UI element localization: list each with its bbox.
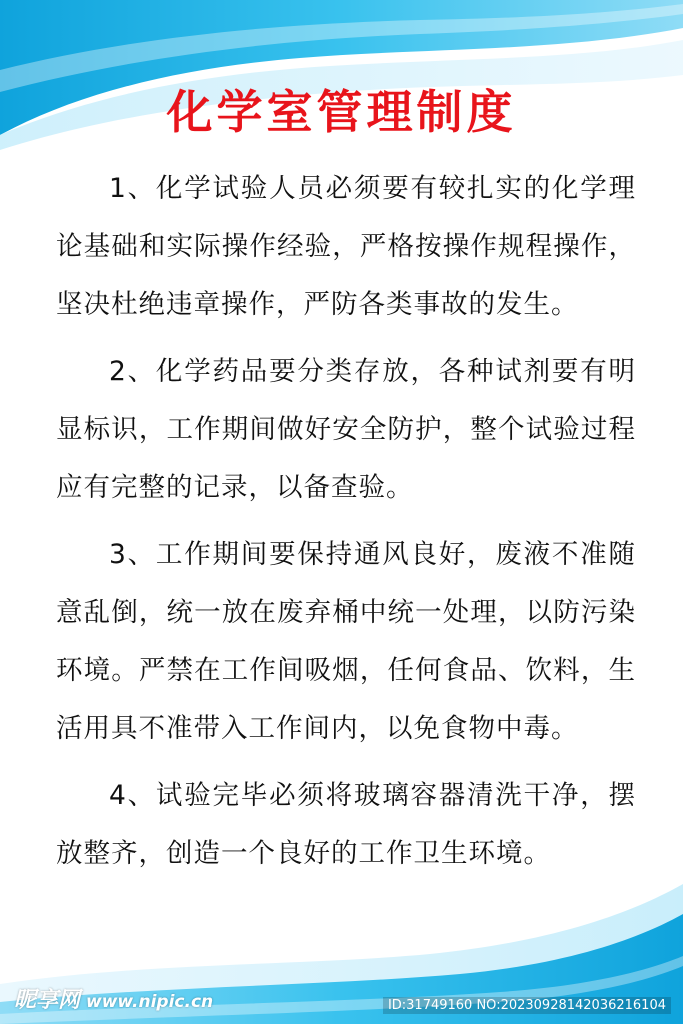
rule-item-2: 2、化学药品要分类存放，各种试剂要有明显标识，工作期间做好安全防护，整个试验过程应有完整的记录，以备查验。 [56, 356, 636, 503]
rule-item-1: 1、化学试验人员必须要有较扎实的化学理论基础和实际操作经验，严格按操作规程操作，坚决杜绝违章操作，严防各类事故的发生。 [56, 173, 636, 320]
poster-title: 化学室管理制度 [166, 85, 517, 139]
rule-item-3: 3、工作期间要保持通风良好，废液不准随意乱倒，统一放在废弃桶中统一处理，以防污染环境。严禁在工作间吸烟，任何食品、饮料，生活用具不准带入工作间内，以免食物中毒。 [56, 539, 636, 744]
watermark-logo-text: 昵享网 [14, 988, 81, 1013]
rules-list [56, 160, 636, 892]
watermark-url: www.nipic.cn [86, 992, 214, 1012]
rule-item-4: 4、试验完毕必须将玻璃容器清洗干净，摆放整齐，创造一个良好的工作卫生环境。 [56, 780, 636, 869]
watermark-logo [14, 983, 213, 1014]
watermark-id: ID:31749160 NO:20230928142036216104 [383, 997, 671, 1014]
